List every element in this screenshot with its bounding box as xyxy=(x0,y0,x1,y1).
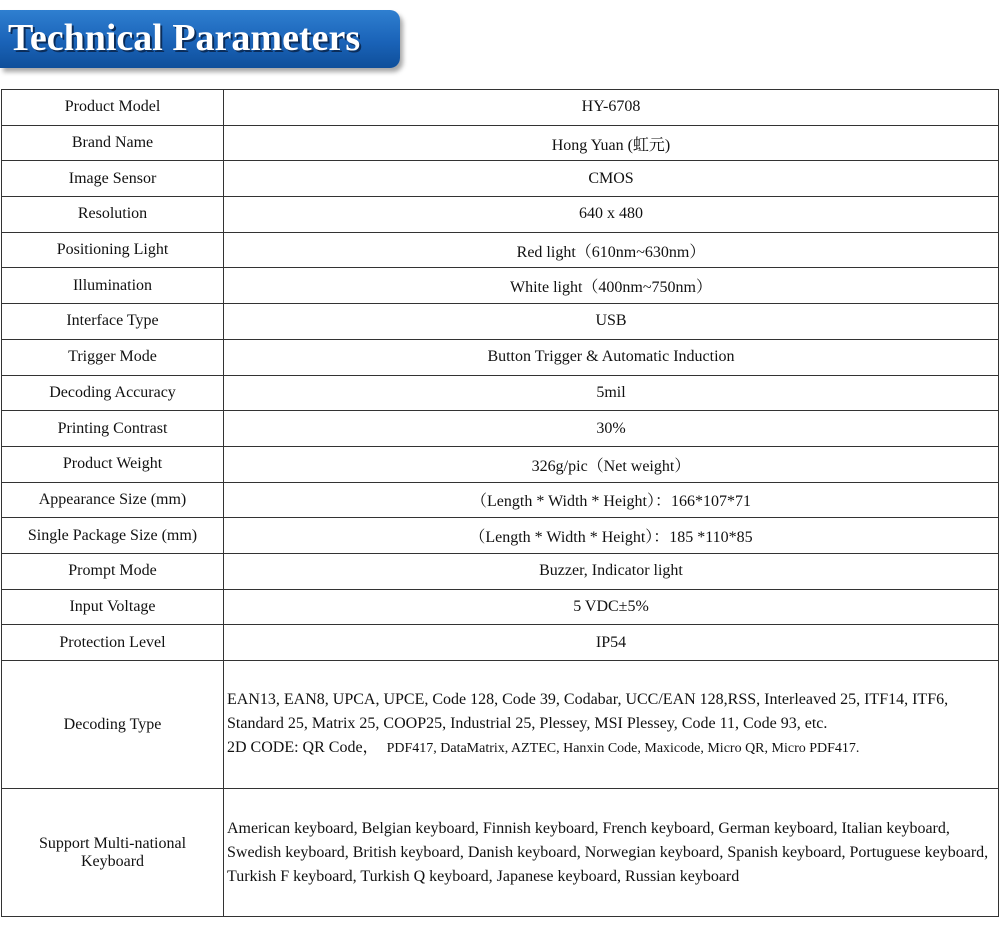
row-label: Product Model xyxy=(2,90,224,126)
table-row xyxy=(2,90,999,126)
row-value: 5mil xyxy=(224,375,999,411)
row-label: Trigger Mode xyxy=(2,339,224,375)
row-value: 30% xyxy=(224,411,999,447)
row-value: 640 x 480 xyxy=(224,197,999,233)
row-label: Protection Level xyxy=(2,625,224,661)
row-label: Resolution xyxy=(2,197,224,233)
row-label: Interface Type xyxy=(2,304,224,340)
table-row xyxy=(2,589,999,625)
decoding-1d-list: EAN13, EAN8, UPCA, UPCE, Code 128, Code 39, Codabar, UCC/EAN 128,RSS, Interleaved 25, ITF14, ITF6, Standard 25, Matrix 25, COOP25, Industrial 25, Plessey, MSI Plessey, Code 11, Code 93, etc. xyxy=(227,691,949,732)
table-row xyxy=(2,339,999,375)
table-row xyxy=(2,232,999,268)
table-row xyxy=(2,446,999,482)
table-row xyxy=(2,268,999,304)
keyboard-value: American keyboard, Belgian keyboard, Finnish keyboard, French keyboard, German keyboard, Italian keyboard, Swedish keyboard, British keyboard, Danish keyboard, Norwegian keyboard, Spanish keyboard, Portuguese keyboard, Turkish F keyboard, Turkish Q keyboard, Japanese keyboard, Russian keyboard xyxy=(224,789,999,917)
decoding-2d-codes: PDF417, DataMatrix, AZTEC, Hanxin Code, Maxicode, Micro QR, Micro PDF417. xyxy=(386,741,860,756)
row-value: IP54 xyxy=(224,625,999,661)
table-row xyxy=(2,304,999,340)
row-label: Positioning Light xyxy=(2,232,224,268)
row-value: Red light（610nm~630nm） xyxy=(224,232,999,268)
table-row xyxy=(2,482,999,518)
row-label: Illumination xyxy=(2,268,224,304)
row-label: Image Sensor xyxy=(2,161,224,197)
row-label: Input Voltage xyxy=(2,589,224,625)
table-row xyxy=(2,125,999,161)
row-label xyxy=(2,789,224,917)
decoding-type-value xyxy=(224,661,999,789)
table-row xyxy=(2,375,999,411)
row-value: Buzzer, Indicator light xyxy=(224,553,999,589)
row-label: Single Package Size (mm) xyxy=(2,518,224,554)
row-value: 5 VDC±5% xyxy=(224,589,999,625)
row-label: Brand Name xyxy=(2,125,224,161)
table-row-decoding-type xyxy=(2,661,999,789)
row-value: （Length * Width * Height）：166*107*71 xyxy=(224,482,999,518)
row-value: Button Trigger & Automatic Induction xyxy=(224,339,999,375)
spec-table xyxy=(1,89,999,917)
row-label: Product Weight xyxy=(2,446,224,482)
row-value: USB xyxy=(224,304,999,340)
table-row xyxy=(2,197,999,233)
table-row xyxy=(2,411,999,447)
row-label: Decoding Type xyxy=(2,661,224,789)
row-value: HY-6708 xyxy=(224,90,999,126)
row-value: （Length * Width * Height）：185 *110*85 xyxy=(224,518,999,554)
table-row xyxy=(2,625,999,661)
table-row-keyboard xyxy=(2,789,999,917)
table-row xyxy=(2,161,999,197)
page-title: Technical Parameters xyxy=(8,17,361,59)
keyboard-label-line1: Support Multi-national xyxy=(38,834,187,852)
row-value: CMOS xyxy=(224,161,999,197)
row-value: White light（400nm~750nm） xyxy=(224,268,999,304)
header-banner xyxy=(0,10,400,68)
row-label: Appearance Size (mm) xyxy=(2,482,224,518)
row-label: Prompt Mode xyxy=(2,553,224,589)
table-row xyxy=(2,553,999,589)
row-value: Hong Yuan (虹元) xyxy=(224,125,999,161)
table-row xyxy=(2,518,999,554)
decoding-2d-list xyxy=(227,736,995,761)
row-label: Printing Contrast xyxy=(2,411,224,447)
keyboard-label-line2: Keyboard xyxy=(80,852,145,870)
decoding-2d-prefix: 2D CODE: QR Code， xyxy=(227,739,379,756)
row-value: 326g/pic（Net weight） xyxy=(224,446,999,482)
row-label: Decoding Accuracy xyxy=(2,375,224,411)
